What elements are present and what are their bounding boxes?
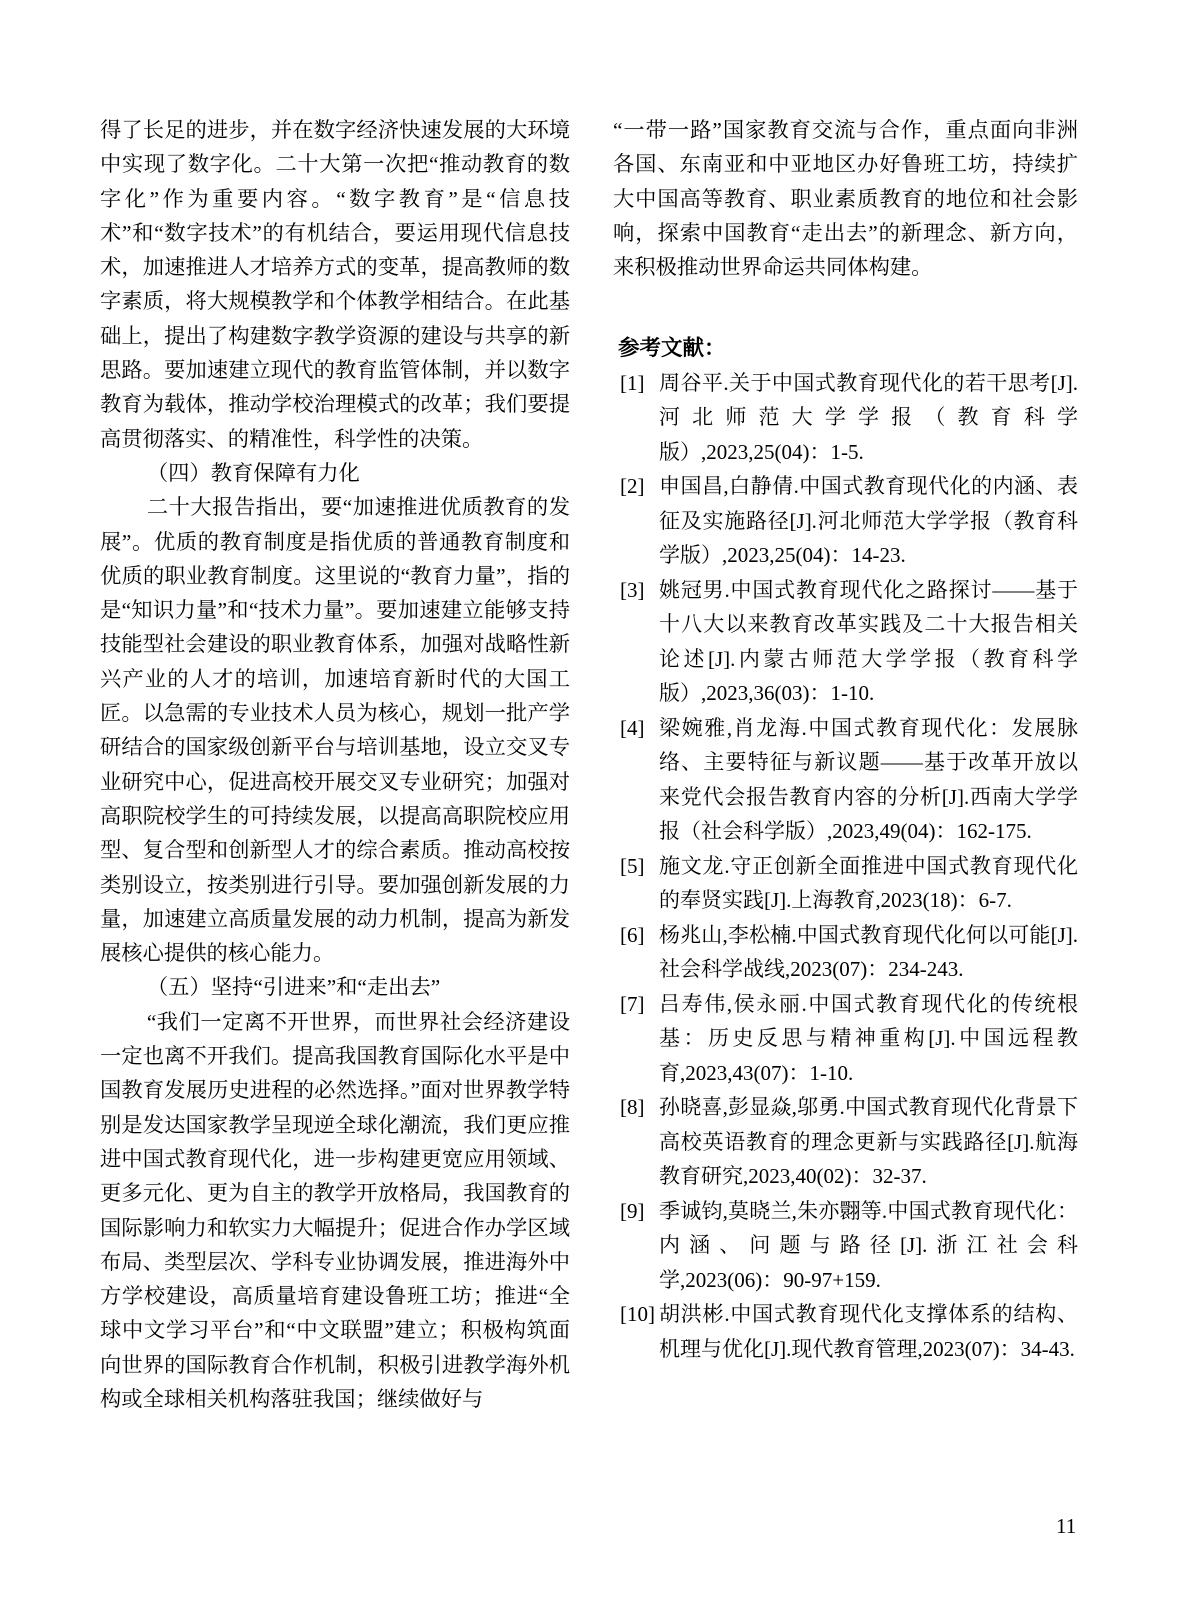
reference-item <box>613 1090 1078 1194</box>
reference-text: 施文龙.守正创新全面推进中国式教育现代化的奉贤实践[J].上海教育,2023(18)：6-7. <box>659 853 1078 913</box>
reference-marker: [5] <box>620 853 645 878</box>
reference-marker: [4] <box>620 715 645 740</box>
reference-marker: [6] <box>620 922 645 947</box>
page-number: 11 <box>1056 1514 1077 1538</box>
reference-item <box>613 987 1078 1091</box>
reference-text: 孙晓喜,彭显焱,邬勇.中国式教育现代化背景下高校英语教育的理念更新与实践路径[J].航海教育研究,2023,40(02)：32-37. <box>659 1095 1078 1189</box>
section-heading-five: （五）坚持“引进来”和“走出去” <box>146 975 441 1000</box>
left-column <box>100 113 570 1416</box>
body-paragraph: 二十大报告指出，要“加速推进优质教育的发展”。优质的教育制度是指优质的普通教育制度和优质的职业教育制度。这里说的“教育力量”，指的是“知识力量”和“技术力量”。要加速建立能够支持技能型社会建设的职业教育体系，加强对战略性新兴产业的人才的培训，加速培育新时代的大国工匠。以急需的专业技术人员为核心，规划一批产学研结合的国家级创新平台与培训基地，设立交叉专业研究中心，促进高校开展交叉专业研究；加强对高职院校学生的可持续发展，以提高高职院校应用型、复合型和创新型人才的综合素质。推动高校按类别设立，按类别进行引导。要加强创新发展的力量，加速建立高质量发展的动力机制，提高为新发展核心提供的核心能力。 <box>100 495 570 966</box>
reference-text: 吕寿伟,侯永丽.中国式教育现代化的传统根基：历史反思与精神重构[J].中国远程教育,2023,43(07)：1-10. <box>659 991 1078 1085</box>
reference-text: 梁婉雅,肖龙海.中国式教育现代化：发展脉络、主要特征与新议题——基于改革开放以来党代会报告教育内容的分析[J].西南大学学报（社会科学版）,2023,49(04)：162-175. <box>659 715 1078 844</box>
reference-text: 季诚钧,莫晓兰,朱亦翾等.中国式教育现代化：内涵、问题与路径[J].浙江社会科学,2023(06)：90-97+159. <box>659 1198 1078 1292</box>
reference-item <box>613 918 1078 987</box>
reference-item <box>613 849 1078 918</box>
body-paragraph: “我们一定离不开世界，而世界社会经济建设一定也离不开我们。提高我国教育国际化水平是中国教育发展历史进程的必然选择。”面对世界教学特别是发达国家教学呈现逆全球化潮流，我们更应推进中国式教育现代化，进一步构建更宽应用领域、更多元化、更为自主的教学开放格局，我国教育的国际影响力和软实力大幅提升；促进合作办学区域布局、类型层次、学科专业协调发展，推进海外中方学校建设，高质量培育建设鲁班工坊；推进“全球中文学习平台”和“中文联盟”建立；积极构筑面向世界的国际教育合作机制，积极引进教学海外机构或全球相关机构落驻我国；继续做好与 <box>100 1009 570 1411</box>
body-paragraph: “一带一路”国家教育交流与合作，重点面向非洲各国、东南亚和中亚地区办好鲁班工坊，持续扩大中国高等教育、职业素质教育的地位和社会影响，探索中国教育“走出去”的新理念、新方向，来积极推动世界命运共同体构建。 <box>613 118 1078 280</box>
reference-text: 胡洪彬.中国式教育现代化支撑体系的结构、机理与优化[J].现代教育管理,2023(07)：34-43. <box>659 1302 1078 1361</box>
reference-item <box>613 1297 1078 1366</box>
reference-marker: [10] <box>620 1302 655 1327</box>
reference-item <box>613 573 1078 711</box>
reference-item <box>613 711 1078 849</box>
reference-marker: [1] <box>620 370 645 395</box>
body-paragraph: 得了长足的进步，并在数字经济快速发展的大环境中实现了数字化。二十大第一次把“推动教育的数字化”作为重要内容。“数字教育”是“信息技术”和“数字技术”的有机结合，要运用现代信息技术，加速推进人才培养方式的变革，提高教师的数字素质，将大规模教学和个体教学相结合。在此基础上，提出了构建数字教学资源的建设与共享的新思路。要加速建立现代的教育监管体制，并以数字教育为载体，推动学校治理模式的改革；我们要提高贯彻落实、的精准性，科学性的决策。 <box>100 118 570 451</box>
reference-item <box>613 1194 1078 1298</box>
right-column <box>613 113 1078 1366</box>
reference-item <box>613 469 1078 573</box>
reference-text: 周谷平.关于中国式教育现代化的若干思考[J].河北师范大学学报（教育科学版）,2023,25(04)：1-5. <box>659 370 1078 464</box>
reference-marker: [2] <box>620 474 645 499</box>
section-heading-four: （四）教育保障有力化 <box>146 460 360 485</box>
reference-marker: [8] <box>620 1095 645 1120</box>
reference-item <box>613 366 1078 470</box>
reference-text: 杨兆山,李松楠.中国式教育现代化何以可能[J].社会科学战线,2023(07)：234-243. <box>659 922 1078 982</box>
reference-marker: [3] <box>620 577 645 602</box>
reference-text: 申国昌,白静倩.中国式教育现代化的内涵、表征及实施路径[J].河北师范大学学报（教育科学版）,2023,25(04)：14-23. <box>659 474 1078 568</box>
reference-text: 姚冠男.中国式教育现代化之路探讨——基于十八大以来教育改革实践及二十大报告相关论述[J].内蒙古师范大学学报（教育科学版）,2023,36(03)：1-10. <box>659 577 1078 706</box>
reference-marker: [7] <box>620 991 645 1016</box>
reference-marker: [9] <box>620 1198 645 1223</box>
references-header: 参考文献： <box>618 336 726 361</box>
